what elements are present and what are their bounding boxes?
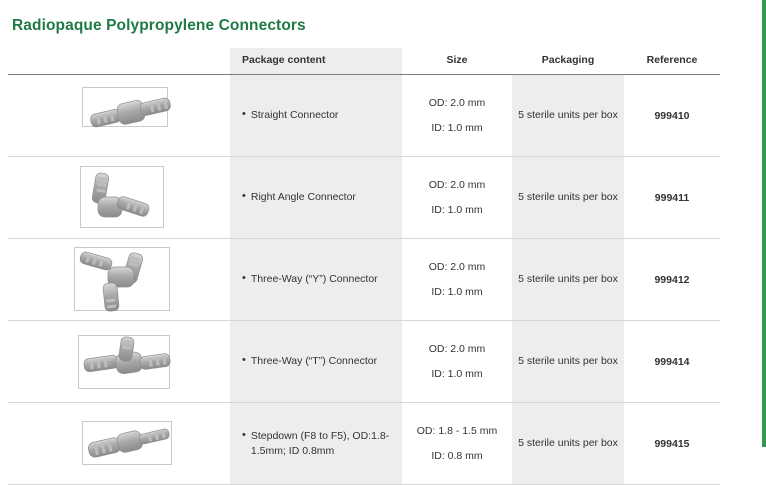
table-row [8, 157, 720, 239]
package-content-cell [230, 157, 402, 239]
bullet-icon: • [242, 272, 246, 285]
column-header-image [8, 48, 230, 75]
size-od: OD: 2.0 mm [428, 343, 486, 356]
package-content-text: Right Angle Connector [250, 191, 356, 204]
size-cell [402, 239, 512, 321]
size-cell [402, 157, 512, 239]
product-image-cell [8, 75, 230, 157]
bullet-icon: • [242, 429, 246, 442]
size-cell [402, 403, 512, 485]
packaging-cell: 5 sterile units per box [512, 239, 624, 321]
package-content-text: Stepdown (F8 to F5), OD:1.8-1.5mm; ID 0.8mm [250, 430, 390, 457]
right-angle-connector-icon [8, 161, 230, 234]
reference-cell: 999415 [624, 403, 720, 485]
size-od: OD: 1.8 - 1.5 mm [416, 425, 498, 438]
three-way-t-connector-image [8, 325, 230, 398]
table-row [8, 239, 720, 321]
right-angle-connector-image [8, 161, 230, 234]
table-row [8, 403, 720, 485]
y-connector-icon [8, 243, 230, 316]
column-header-reference: Reference [624, 48, 720, 75]
table-body [8, 75, 720, 485]
package-content-cell [230, 321, 402, 403]
reference-cell: 999414 [624, 321, 720, 403]
size-id: ID: 1.0 mm [431, 285, 483, 298]
product-image-cell [8, 403, 230, 485]
table-row [8, 321, 720, 403]
packaging-cell: 5 sterile units per box [512, 157, 624, 239]
packaging-cell: 5 sterile units per box [512, 75, 624, 157]
package-content-cell [230, 75, 402, 157]
package-content-text: Three-Way (“Y”) Connector [250, 273, 378, 286]
bullet-icon: • [242, 190, 246, 203]
reference-cell: 999410 [624, 75, 720, 157]
size-id: ID: 1.0 mm [431, 121, 483, 134]
bullet-icon: • [242, 354, 246, 367]
stepdown-connector-image [8, 407, 230, 480]
size-cell [402, 75, 512, 157]
three-way-y-connector-image [8, 243, 230, 316]
column-header-size: Size [402, 48, 512, 75]
size-od: OD: 2.0 mm [428, 97, 486, 110]
connectors-table [8, 48, 720, 485]
packaging-cell: 5 sterile units per box [512, 321, 624, 403]
straight-connector-icon [8, 79, 230, 152]
product-image-cell [8, 157, 230, 239]
size-id: ID: 1.0 mm [431, 367, 483, 380]
size-cell [402, 321, 512, 403]
product-image-cell [8, 239, 230, 321]
product-image-cell [8, 321, 230, 403]
stepdown-connector-icon [8, 407, 230, 480]
column-header-package-content: Package content [230, 48, 402, 75]
table-row [8, 75, 720, 157]
package-content-cell [230, 239, 402, 321]
reference-cell: 999411 [624, 157, 720, 239]
size-id: ID: 1.0 mm [431, 203, 483, 216]
table-header [8, 48, 720, 75]
size-id: ID: 0.8 mm [431, 449, 483, 462]
packaging-cell: 5 sterile units per box [512, 403, 624, 485]
bullet-icon: • [242, 108, 246, 121]
package-content-text: Straight Connector [250, 109, 339, 122]
package-content-text: Three-Way (“T”) Connector [250, 355, 378, 368]
package-content-cell [230, 403, 402, 485]
page-title: Radiopaque Polypropylene Connectors [12, 17, 306, 34]
t-connector-icon [8, 325, 230, 398]
size-od: OD: 2.0 mm [428, 179, 486, 192]
straight-connector-image [8, 79, 230, 152]
size-od: OD: 2.0 mm [428, 261, 486, 274]
reference-cell: 999412 [624, 239, 720, 321]
column-header-packaging: Packaging [512, 48, 624, 75]
